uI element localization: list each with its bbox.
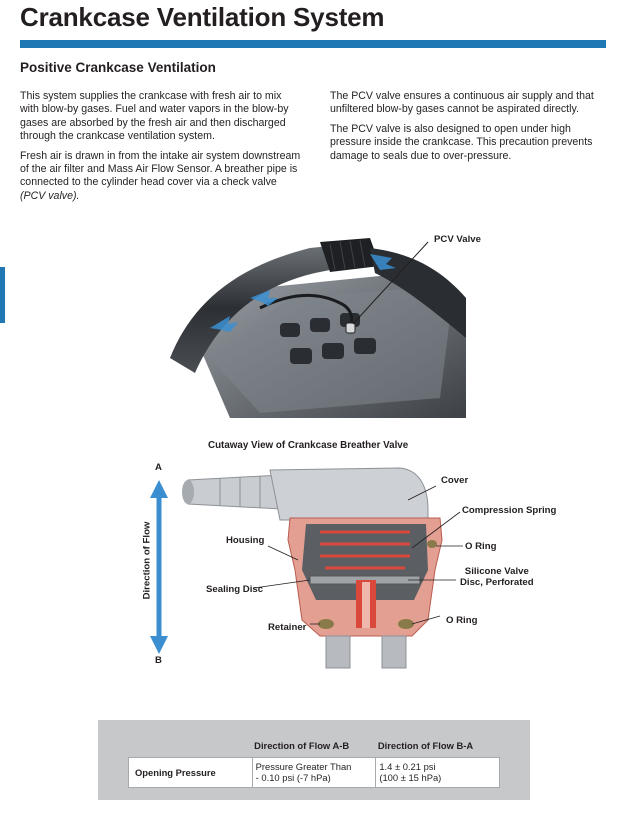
- point-a-label: A: [155, 462, 162, 473]
- silicone-valve-line2: Disc, Perforated: [460, 577, 534, 588]
- paragraph: [20, 150, 302, 204]
- page-title: Crankcase Ventilation System: [20, 2, 385, 32]
- side-tab-marker: [0, 267, 5, 323]
- body-column-right: [330, 90, 610, 169]
- table-header-ab: Direction of Flow A-B: [254, 740, 350, 752]
- paragraph-text: Fresh air is drawn in from the intake air system downstream of the air filter and Mass Air Flow Sensor. A breather pipe is connected to the cylinder head cover via a check valve: [20, 149, 301, 189]
- cell-ba-line2: (100 ± 15 hPa): [379, 772, 442, 783]
- housing-label: Housing: [226, 535, 265, 546]
- o-ring-lower-label: O Ring: [446, 615, 478, 626]
- flow-direction-arrow: [150, 480, 168, 654]
- sealing-disc-label: Sealing Disc: [206, 584, 264, 595]
- compression-spring-label: Compression Spring: [462, 505, 557, 516]
- paragraph: This system supplies the crankcase with fresh air to mix with blow-by gases. Fuel and water vapors in the blow-by gases are absorbed by the fresh air and then discharged through the crankcase ventilation system.: [20, 90, 289, 143]
- engine-photo: [170, 228, 466, 418]
- cell-ab-line2: - 0.10 psi (-7 hPa): [255, 772, 331, 783]
- retainer-label: Retainer: [268, 622, 307, 633]
- paragraph: The PCV valve ensures a continuous air supply and that unfiltered blow-by gases cannot be aspirated directly.: [330, 90, 594, 116]
- title-rule: [20, 40, 606, 48]
- silicone-valve-line1: Silicone Valve: [464, 566, 529, 577]
- cell-ba: [376, 757, 500, 787]
- opening-pressure-table: [128, 735, 500, 788]
- diagram-title: Cutaway View of Crankcase Breather Valve: [208, 440, 409, 451]
- table-header-row: [129, 735, 500, 757]
- row-label-opening-pressure: Opening Pressure: [129, 757, 253, 787]
- o-ring-upper-label: O Ring: [465, 541, 497, 552]
- silicone-valve-disc-label: [460, 566, 534, 588]
- cell-ba-line1: 1.4 ± 0.21 psi: [379, 761, 436, 772]
- point-b-label: B: [155, 655, 162, 666]
- paragraph: The PCV valve is also designed to open under high pressure inside the crankcase. This precaution prevents damage to seals due to over-pressure.: [330, 122, 593, 162]
- cell-ab-line1: Pressure Greater Than: [255, 761, 352, 772]
- section-heading: Positive Crankcase Ventilation: [20, 60, 216, 75]
- pcv-valve-callout: PCV Valve: [434, 234, 481, 245]
- breather-valve-cutaway: [130, 440, 590, 680]
- cell-ab: [252, 757, 376, 787]
- table-header-blank: [129, 735, 253, 757]
- cover-label: Cover: [441, 475, 469, 486]
- pcv-valve-term: (PCV valve).: [20, 189, 80, 202]
- direction-of-flow-label: Direction of Flow: [141, 521, 153, 600]
- table-row: [129, 757, 500, 787]
- body-column-left: [20, 90, 302, 209]
- table-header-ba: Direction of Flow B-A: [377, 740, 474, 752]
